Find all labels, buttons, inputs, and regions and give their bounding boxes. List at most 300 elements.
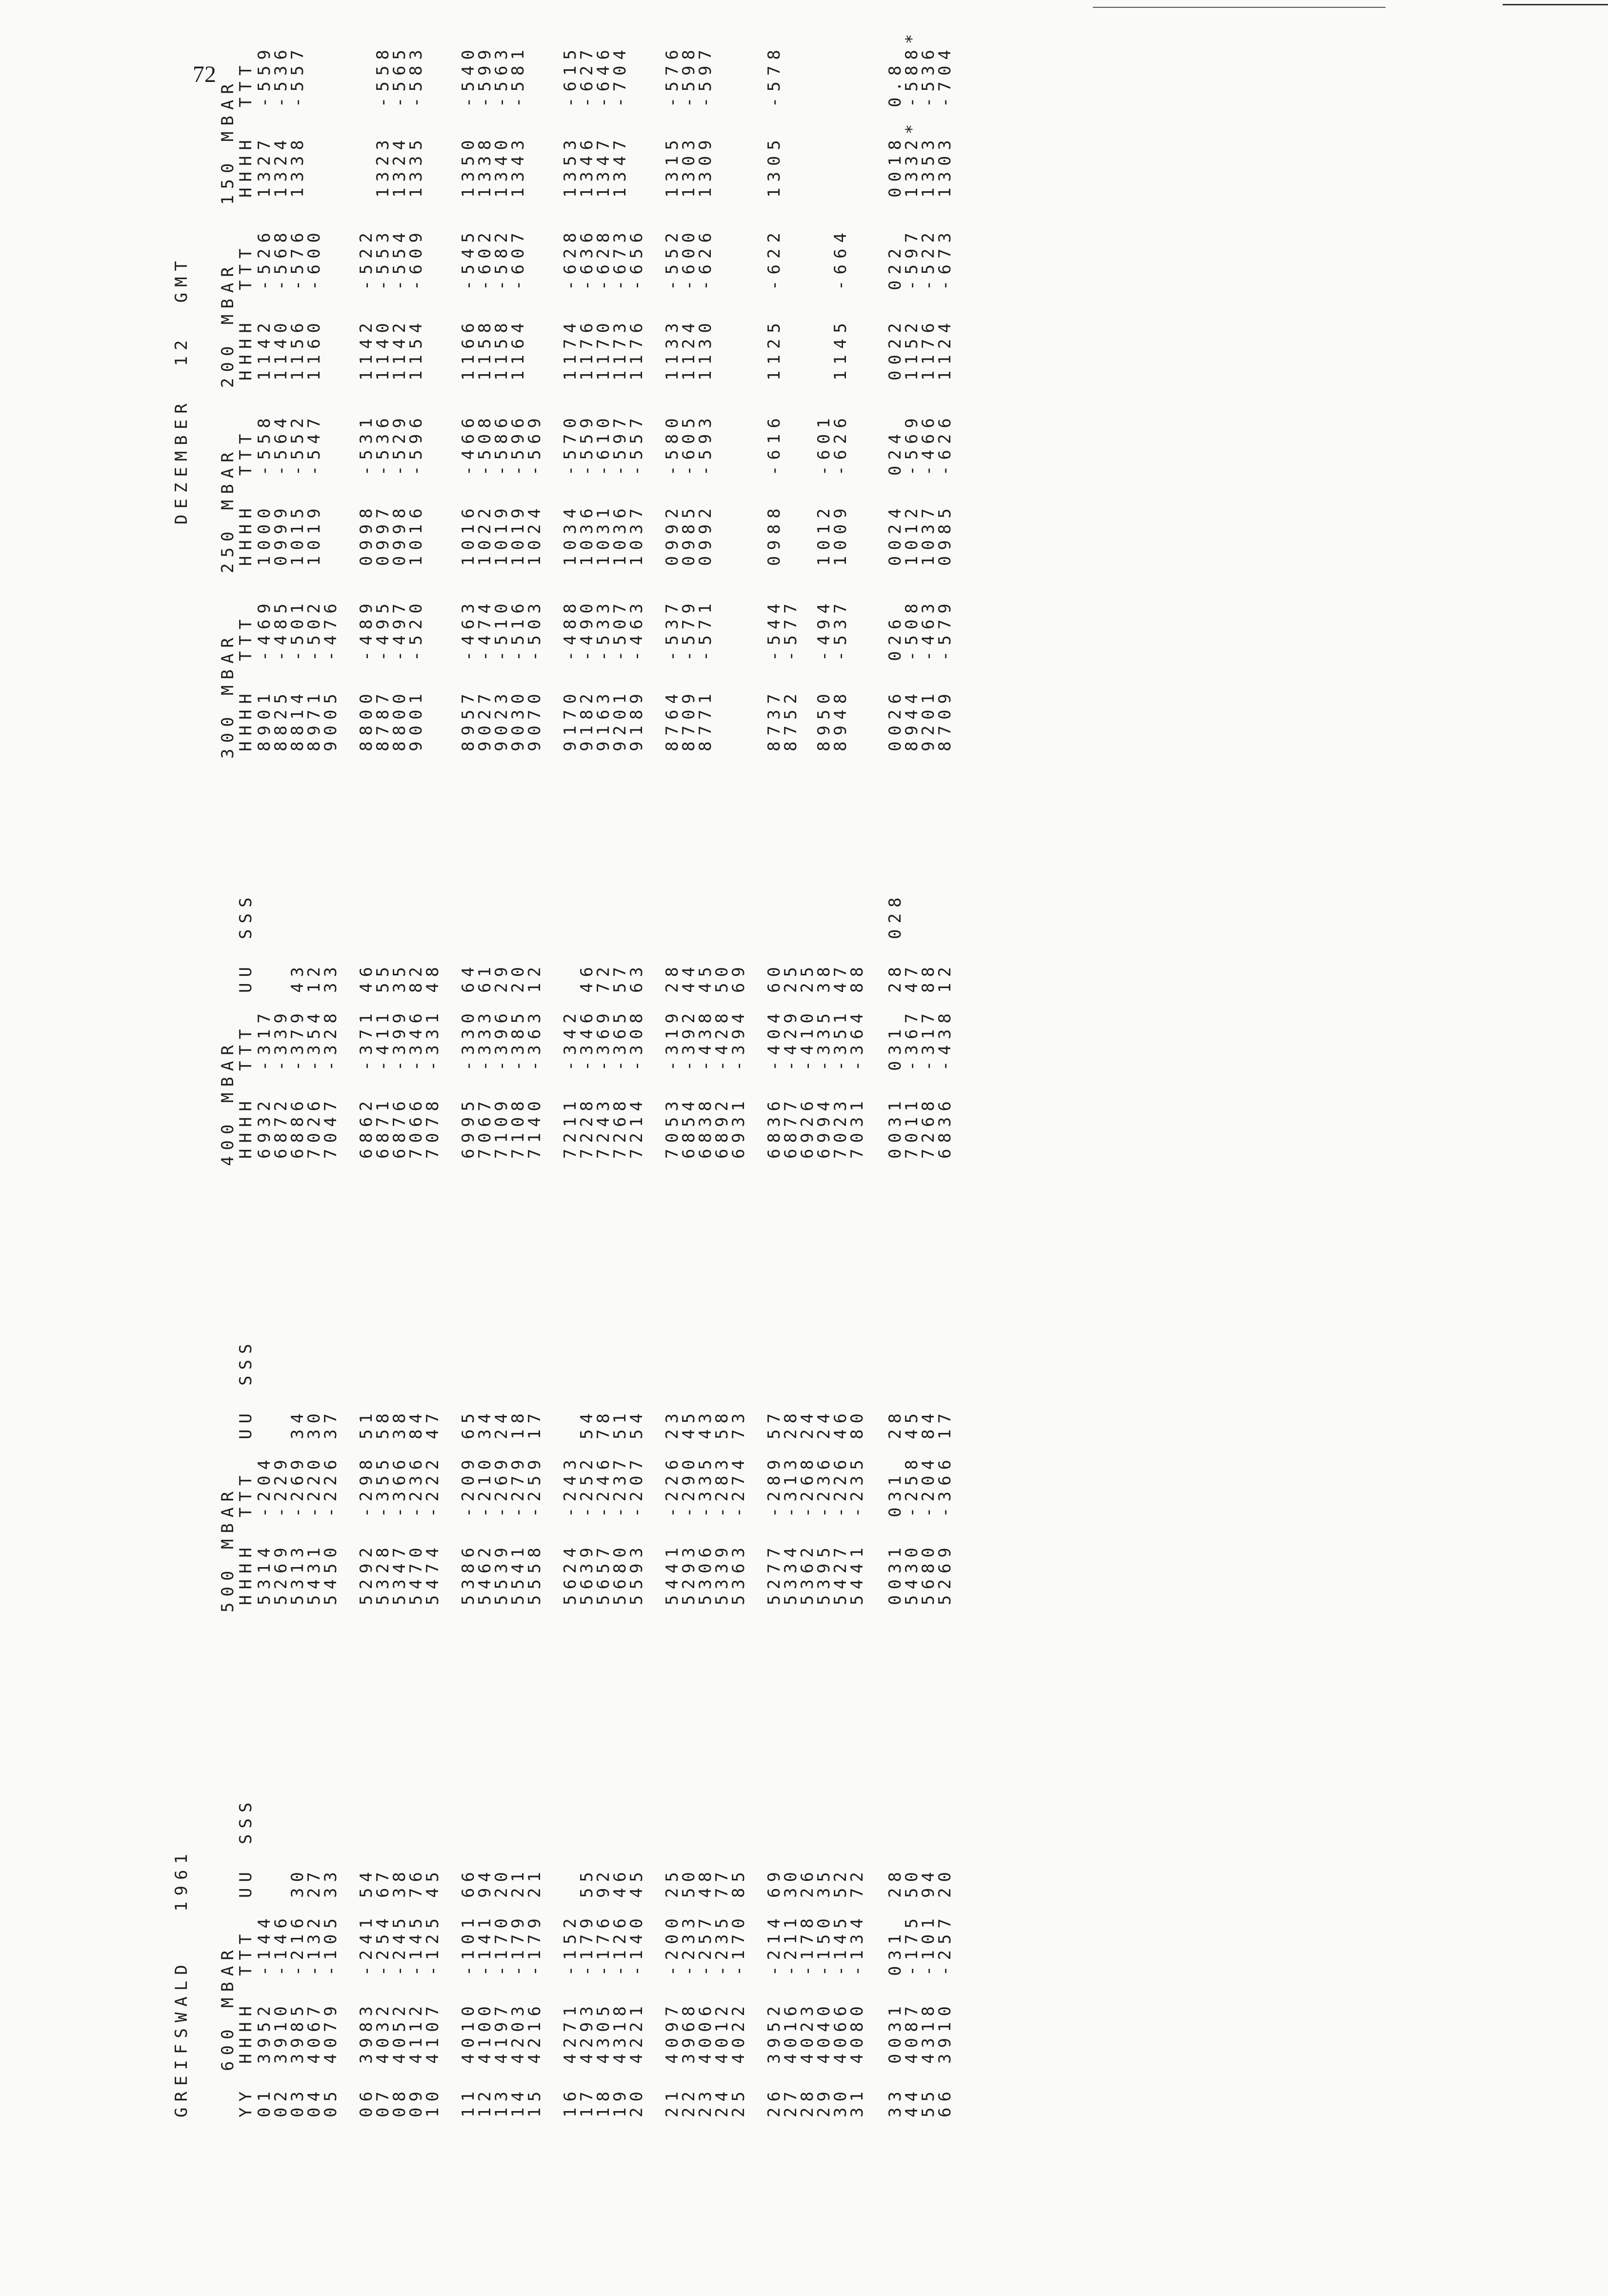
table-cell: 5386 xyxy=(459,1542,478,1605)
column-header: SSS xyxy=(236,1796,256,1844)
table-cell: -582 xyxy=(492,227,511,290)
table-cell: -545 xyxy=(459,227,478,290)
table-cell: 024 xyxy=(885,428,905,476)
table-cell: 46 xyxy=(610,1866,630,1898)
level-header: 200 MBAR xyxy=(218,261,238,388)
table-cell: -229 xyxy=(271,1454,291,1517)
table-cell: 22 xyxy=(679,2086,699,2117)
table-cell: 6877 xyxy=(781,1095,801,1159)
table-cell: -537 xyxy=(831,598,850,661)
table-cell: 46 xyxy=(357,961,376,993)
table-cell: -488 xyxy=(561,598,580,661)
table-cell: 1338 xyxy=(288,134,307,198)
table-cell: 51 xyxy=(357,1408,376,1439)
table-cell: 5680 xyxy=(919,1542,938,1605)
column-header: HHHH xyxy=(236,688,256,751)
table-cell: -576 xyxy=(663,44,682,107)
table-cell: 1303 xyxy=(935,134,955,198)
table-cell: 6926 xyxy=(798,1095,817,1159)
table-cell: 0024 xyxy=(885,503,905,566)
table-cell: -552 xyxy=(663,227,682,290)
table-cell: -607 xyxy=(508,227,528,290)
table-cell: 7243 xyxy=(594,1095,613,1159)
table-cell: 022 xyxy=(885,242,905,290)
table-cell: 1335 xyxy=(406,134,426,198)
table-cell: 8737 xyxy=(764,688,784,751)
table-cell: 07 xyxy=(373,2086,393,2117)
table-cell: 7211 xyxy=(561,1095,580,1159)
table-cell: -522 xyxy=(357,227,376,290)
table-cell: 33 xyxy=(321,1866,341,1898)
table-cell: -704 xyxy=(610,44,630,107)
table-cell: 0031 xyxy=(885,1095,905,1159)
table-cell: 1140 xyxy=(271,317,291,381)
table-cell: 8971 xyxy=(304,688,324,751)
table-cell: -410 xyxy=(798,1007,817,1071)
table-cell: 34 xyxy=(475,1408,495,1439)
table-cell: 4067 xyxy=(304,2000,324,2064)
table-cell: 55 xyxy=(919,2086,938,2117)
table-cell: 47 xyxy=(423,1408,442,1439)
table-cell: -596 xyxy=(406,412,426,476)
table-cell: 1324 xyxy=(390,134,409,198)
table-cell: 9070 xyxy=(525,688,544,751)
table-cell: -258 xyxy=(902,1454,922,1517)
table-cell: -490 xyxy=(577,598,597,661)
table-cell: -616 xyxy=(764,412,784,476)
table-cell: -626 xyxy=(935,412,955,476)
table-cell: 031 xyxy=(885,1023,905,1071)
table-cell: -145 xyxy=(406,1913,426,1976)
table-cell: -236 xyxy=(814,1454,834,1517)
table-cell: -622 xyxy=(764,227,784,290)
table-cell: 30 xyxy=(288,1866,307,1898)
table-cell: -438 xyxy=(696,1007,715,1071)
table-cell: 7108 xyxy=(508,1095,528,1159)
table-cell: 21 xyxy=(663,2086,682,2117)
table-cell: 38 xyxy=(390,1866,409,1898)
table-cell: 5334 xyxy=(781,1542,801,1605)
table-cell: -563 xyxy=(492,44,511,107)
table-cell: -369 xyxy=(594,1007,613,1071)
table-cell: -554 xyxy=(390,227,409,290)
table-cell: 0031 xyxy=(885,2000,905,2064)
table-cell: 29 xyxy=(492,961,511,993)
table-cell: 44 xyxy=(902,2086,922,2117)
table-cell: -540 xyxy=(459,44,478,107)
table-cell: 66 xyxy=(459,1866,478,1898)
table-cell: 69 xyxy=(729,961,748,993)
column-header: YY xyxy=(236,2086,256,2117)
table-cell: -569 xyxy=(902,412,922,476)
table-cell: 60 xyxy=(764,961,784,993)
table-cell: 0998 xyxy=(390,503,409,566)
table-cell: 1124 xyxy=(935,317,955,381)
column-header: UU xyxy=(236,1408,256,1439)
table-cell: -392 xyxy=(679,1007,699,1071)
table-cell: 85 xyxy=(729,1866,748,1898)
table-cell: 47 xyxy=(831,961,850,993)
table-cell: 1124 xyxy=(679,317,699,381)
table-cell: 6886 xyxy=(288,1095,307,1159)
column-header: HHHH xyxy=(236,2000,256,2064)
table-cell: 1012 xyxy=(814,503,834,566)
table-cell: 4197 xyxy=(492,2000,511,2064)
table-cell: 04 xyxy=(304,2086,324,2117)
table-cell: -268 xyxy=(798,1454,817,1517)
table-cell: -646 xyxy=(594,44,613,107)
table-cell: 11 xyxy=(459,2086,478,2117)
table-cell: -254 xyxy=(373,1913,393,1976)
table-cell: 1133 xyxy=(663,317,682,381)
table-cell: -586 xyxy=(492,412,511,476)
table-cell: 25 xyxy=(729,2086,748,2117)
table-cell: 1347 xyxy=(610,134,630,198)
table-cell: 7031 xyxy=(847,1095,867,1159)
table-cell: 5339 xyxy=(712,1542,732,1605)
table-cell: 0988 xyxy=(764,503,784,566)
table-cell: -529 xyxy=(390,412,409,476)
table-cell: 58 xyxy=(712,1408,732,1439)
table-cell: 09 xyxy=(406,2086,426,2117)
table-cell: -200 xyxy=(663,1913,682,1976)
table-cell: -578 xyxy=(764,44,784,107)
table-cell: 5593 xyxy=(627,1542,646,1605)
table-cell: 1037 xyxy=(919,503,938,566)
table-cell: -351 xyxy=(831,1007,850,1071)
table-cell: 1176 xyxy=(627,317,646,381)
table-cell: 5441 xyxy=(663,1542,682,1605)
table-cell: 1000 xyxy=(255,503,274,566)
table-cell: 35 xyxy=(814,1866,834,1898)
table-cell: 88 xyxy=(919,961,938,993)
table-cell: 57 xyxy=(764,1408,784,1439)
table-cell: 7228 xyxy=(577,1095,597,1159)
table-cell: 28 xyxy=(798,2086,817,2117)
table-cell: 5474 xyxy=(423,1542,442,1605)
table-cell: 28 xyxy=(663,961,682,993)
table-cell: 52 xyxy=(831,1866,850,1898)
level-header: 300 MBAR xyxy=(218,632,238,759)
table-cell: 1016 xyxy=(459,503,478,566)
table-cell: 1343 xyxy=(508,134,528,198)
table-cell: 47 xyxy=(902,961,922,993)
table-cell: 1173 xyxy=(610,317,630,381)
table-cell: -175 xyxy=(902,1913,922,1976)
table-cell: 6838 xyxy=(696,1095,715,1159)
table-cell: -145 xyxy=(831,1913,850,1976)
table-cell: 8752 xyxy=(781,688,801,751)
table-cell: -346 xyxy=(577,1007,597,1071)
table-cell: -558 xyxy=(373,44,393,107)
table-cell: -533 xyxy=(594,598,613,661)
table-cell: -283 xyxy=(712,1454,732,1517)
table-cell: 46 xyxy=(831,1408,850,1439)
table-cell: 24 xyxy=(814,1408,834,1439)
station-year-title: GREIFSWALD 1961 xyxy=(172,1848,191,2117)
table-cell: -626 xyxy=(696,227,715,290)
table-cell: 1019 xyxy=(304,503,324,566)
table-cell: 3983 xyxy=(357,2000,376,2064)
table-cell: 33 xyxy=(321,961,341,993)
table-cell: -342 xyxy=(561,1007,580,1071)
table-cell: -144 xyxy=(255,1913,274,1976)
table-cell: 5292 xyxy=(357,1542,376,1605)
table-cell: -568 xyxy=(271,227,291,290)
table-cell: 1346 xyxy=(577,134,597,198)
table-cell: 1158 xyxy=(475,317,495,381)
table-cell: 9201 xyxy=(919,688,938,751)
table-cell: 28 xyxy=(781,1408,801,1439)
table-cell: -673 xyxy=(610,227,630,290)
table-cell: -615 xyxy=(561,44,580,107)
table-cell: -290 xyxy=(679,1454,699,1517)
table-cell: -565 xyxy=(390,44,409,107)
table-cell: 05 xyxy=(321,2086,341,2117)
table-cell: 51 xyxy=(610,1408,630,1439)
table-cell: 4203 xyxy=(508,2000,528,2064)
table-cell: 4012 xyxy=(712,2000,732,2064)
table-cell: -502 xyxy=(304,598,324,661)
table-cell: 1338 xyxy=(475,134,495,198)
table-cell: 45 xyxy=(679,1408,699,1439)
table-cell: -333 xyxy=(475,1007,495,1071)
table-cell: 06 xyxy=(357,2086,376,2117)
table-cell: 55 xyxy=(373,961,393,993)
table-cell: 4318 xyxy=(919,2000,938,2064)
table-cell: 1323 xyxy=(373,134,393,198)
table-cell: 50 xyxy=(679,1866,699,1898)
table-cell: -544 xyxy=(764,598,784,661)
table-cell: 8771 xyxy=(696,688,715,751)
table-cell: 1305 xyxy=(764,134,784,198)
table-cell: -497 xyxy=(390,598,409,661)
table-cell: 5313 xyxy=(288,1542,307,1605)
table-cell: 1156 xyxy=(288,317,307,381)
table-cell: 80 xyxy=(847,1408,867,1439)
table-cell: 02 xyxy=(271,2086,291,2117)
table-cell: 5362 xyxy=(798,1542,817,1605)
table-cell: 28 xyxy=(885,1408,905,1439)
table-cell: 4023 xyxy=(798,2000,817,2064)
table-cell: 27 xyxy=(304,1866,324,1898)
table-cell: 94 xyxy=(475,1866,495,1898)
table-cell: -235 xyxy=(847,1454,867,1517)
table-cell: 3952 xyxy=(764,2000,784,2064)
table-cell: -579 xyxy=(679,598,699,661)
table-cell: -216 xyxy=(288,1913,307,1976)
table-cell: 1142 xyxy=(357,317,376,381)
table-cell: 8709 xyxy=(679,688,699,751)
table-cell: 1324 xyxy=(271,134,291,198)
table-cell: 3952 xyxy=(255,2000,274,2064)
table-cell: 1015 xyxy=(288,503,307,566)
table-cell: 9030 xyxy=(508,688,528,751)
table-cell: 50 xyxy=(902,1866,922,1898)
table-cell: -257 xyxy=(696,1913,715,1976)
table-cell: -226 xyxy=(663,1454,682,1517)
table-cell: 9189 xyxy=(627,688,646,751)
table-cell: 9201 xyxy=(610,688,630,751)
table-cell: 6931 xyxy=(729,1095,748,1159)
table-cell: 5314 xyxy=(255,1542,274,1605)
table-cell: 3910 xyxy=(271,2000,291,2064)
table-cell: 54 xyxy=(577,1408,597,1439)
table-cell: 25 xyxy=(798,961,817,993)
table-cell: 1170 xyxy=(594,317,613,381)
table-cell: -593 xyxy=(696,412,715,476)
table-cell: -371 xyxy=(357,1007,376,1071)
table-cell: 94 xyxy=(919,1866,938,1898)
table-cell: -469 xyxy=(255,598,274,661)
table-cell: -179 xyxy=(577,1913,597,1976)
column-header: TTT xyxy=(236,613,256,661)
table-cell: -269 xyxy=(288,1454,307,1517)
table-cell: 5431 xyxy=(304,1542,324,1605)
table-cell: 5347 xyxy=(390,1542,409,1605)
table-cell: -246 xyxy=(594,1454,613,1517)
column-header: TTT xyxy=(236,60,256,107)
table-cell: 8709 xyxy=(935,688,955,751)
table-cell: 55 xyxy=(577,1866,597,1898)
table-cell: 0985 xyxy=(935,503,955,566)
table-cell: -598 xyxy=(679,44,699,107)
table-cell: 4080 xyxy=(847,2000,867,2064)
table-cell: 43 xyxy=(288,961,307,993)
table-cell: 38 xyxy=(390,1408,409,1439)
table-cell: -211 xyxy=(781,1913,801,1976)
table-cell: 8814 xyxy=(288,688,307,751)
table-cell: -508 xyxy=(902,598,922,661)
table-cell: 31 xyxy=(847,2086,867,2117)
table-cell: 1145 xyxy=(831,317,850,381)
table-cell: 61 xyxy=(475,961,495,993)
table-cell: 1142 xyxy=(390,317,409,381)
table-cell: 4305 xyxy=(594,2000,613,2064)
table-cell: 1036 xyxy=(610,503,630,566)
table-cell: -558 xyxy=(255,412,274,476)
table-cell: 0018 xyxy=(885,134,905,198)
table-cell: 031 xyxy=(885,1928,905,1976)
table-cell: -583 xyxy=(406,44,426,107)
table-cell: -507 xyxy=(610,598,630,661)
table-cell: 45 xyxy=(902,1408,922,1439)
table-cell: 9163 xyxy=(594,688,613,751)
table-cell: 12 xyxy=(935,961,955,993)
table-cell: 19 xyxy=(610,2086,630,2117)
table-cell: 78 xyxy=(594,1408,613,1439)
table-cell: -580 xyxy=(663,412,682,476)
table-cell: -279 xyxy=(508,1454,528,1517)
table-cell: 9027 xyxy=(475,688,495,751)
table-cell: -176 xyxy=(594,1913,613,1976)
table-cell: -577 xyxy=(781,598,801,661)
table-cell: 4107 xyxy=(423,2000,442,2064)
table-cell: 5680 xyxy=(610,1542,630,1605)
table-cell: 4032 xyxy=(373,2000,393,2064)
table-cell: -308 xyxy=(627,1007,646,1071)
table-cell: -516 xyxy=(508,598,528,661)
table-cell: -236 xyxy=(406,1454,426,1517)
table-cell: 73 xyxy=(729,1408,748,1439)
table-cell: 45 xyxy=(423,1866,442,1898)
table-cell: -673 xyxy=(935,227,955,290)
table-cell: 12 xyxy=(525,961,544,993)
table-cell: -553 xyxy=(373,227,393,290)
table-cell: 4016 xyxy=(781,2000,801,2064)
column-header: TTT xyxy=(236,428,256,476)
table-cell: -141 xyxy=(475,1913,495,1976)
table-cell: 1309 xyxy=(696,134,715,198)
table-cell: -207 xyxy=(627,1454,646,1517)
table-cell: 8800 xyxy=(390,688,409,751)
table-cell: 03 xyxy=(288,2086,307,2117)
table-cell: 30 xyxy=(304,1408,324,1439)
table-cell: 1142 xyxy=(255,317,274,381)
table-cell: 14 xyxy=(508,2086,528,2117)
table-cell: 1140 xyxy=(373,317,393,381)
table-cell: 46 xyxy=(577,961,597,993)
table-cell: -363 xyxy=(525,1007,544,1071)
table-cell: -547 xyxy=(304,412,324,476)
column-header: HHHH xyxy=(236,503,256,566)
table-cell: -274 xyxy=(729,1454,748,1517)
table-cell: -704 xyxy=(935,44,955,107)
table-cell: -602 xyxy=(475,227,495,290)
table-cell: -581 xyxy=(508,44,528,107)
table-cell: -609 xyxy=(406,227,426,290)
table-cell: 1353 xyxy=(561,134,580,198)
table-cell: 0997 xyxy=(373,503,393,566)
table-cell: 3985 xyxy=(288,2000,307,2064)
table-cell: 72 xyxy=(594,961,613,993)
table-cell: 6836 xyxy=(935,1095,955,1159)
table-cell: 0985 xyxy=(679,503,699,566)
table-cell: 4221 xyxy=(627,2000,646,2064)
table-cell: 8944 xyxy=(902,688,922,751)
table-cell: -463 xyxy=(459,598,478,661)
table-cell: 9170 xyxy=(561,688,580,751)
table-cell: -259 xyxy=(525,1454,544,1517)
table-cell: 1019 xyxy=(492,503,511,566)
table-cell: -628 xyxy=(561,227,580,290)
table-cell: -335 xyxy=(814,1007,834,1071)
table-cell: -317 xyxy=(919,1007,938,1071)
table-cell: 30 xyxy=(831,2086,850,2117)
table-cell: -466 xyxy=(919,412,938,476)
table-cell: -150 xyxy=(814,1913,834,1976)
table-cell: -146 xyxy=(271,1913,291,1976)
table-cell: 1012 xyxy=(902,503,922,566)
table-cell: -474 xyxy=(475,598,495,661)
level-header: 400 MBAR xyxy=(218,1039,238,1166)
table-cell: 26 xyxy=(798,1866,817,1898)
table-cell: 0999 xyxy=(271,503,291,566)
table-cell: 6892 xyxy=(712,1095,732,1159)
table-cell: 17 xyxy=(577,2086,597,2117)
table-cell: -245 xyxy=(390,1913,409,1976)
table-cell: 7067 xyxy=(475,1095,495,1159)
table-cell: 7140 xyxy=(525,1095,544,1159)
table-cell: -588* xyxy=(902,28,922,107)
table-cell: 72 xyxy=(847,1866,867,1898)
table-cell: -214 xyxy=(764,1913,784,1976)
table-cell: -125 xyxy=(423,1913,442,1976)
table-cell: -101 xyxy=(459,1913,478,1976)
table-cell: 15 xyxy=(525,2086,544,2117)
table-cell: 6932 xyxy=(255,1095,274,1159)
table-cell: 44 xyxy=(679,961,699,993)
